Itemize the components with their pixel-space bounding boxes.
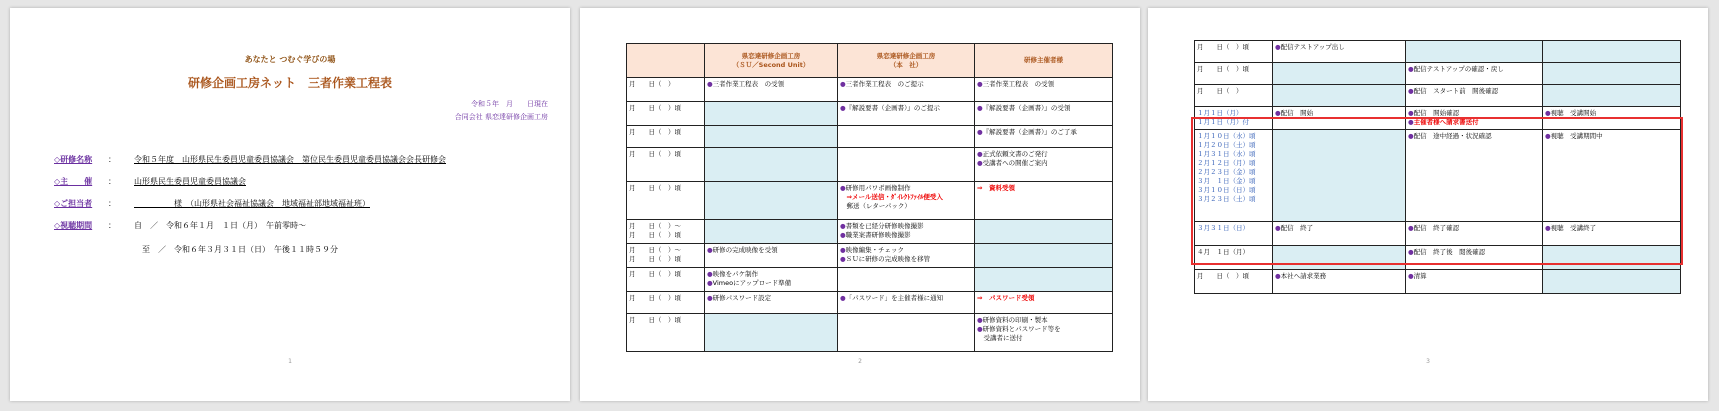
cell-headoffice: ●配信 途中経過・状況確認 [1406,130,1543,222]
info-value: 山形県民生委員児童委員協議会 [134,177,246,186]
info-value: 様 （山形県社会福祉協議会 地域福祉部地域福祉班） [134,199,370,208]
cell-headoffice: ●配信 終了後 閲後確認 [1406,246,1543,270]
row-date: 月 日（ ）頃 [627,292,705,314]
info-label: ◇ご担当者 [54,199,93,208]
cell-headoffice [1406,41,1543,63]
cell-organizer: ●研修資料の印刷・製本 ●研修資料とパスワード等を 受講者に送付 [975,314,1113,352]
cell-organizer [1543,85,1681,107]
table-row [627,244,1113,268]
company-name: 合同会社 県恋達研修企画工房 [454,113,548,121]
row-date: 月 日（ ）頃 [627,182,705,220]
info-value: 令和５年度 山形県民生委員児童委員協議会 第位民生委員児童委員協議会会長研修会 [134,155,446,164]
cell-su [705,220,838,244]
info-row-period: ◇視聴期間 ： 自 ／ 令和６年１月 １日（月） 午前零時～ [54,221,306,230]
cell-headoffice: ●『解説要書（企画書）』のご提示 [838,102,975,126]
info-value: 自 ／ 令和６年１月 １日（月） 午前零時～ [134,221,306,230]
table-row [627,78,1113,102]
page-1 [10,8,570,401]
header-su: 県恋達研修企画工房 （ＳＵ／Second Unit） [705,44,838,78]
cell-headoffice: ●配信 スタート前 開後確認 [1406,85,1543,107]
table-row [627,102,1113,126]
cell-organizer: ●正式依頼文書のご発行 ●受講者への開催ご案内 [975,148,1113,182]
row-date: 月 日（ ）頃 [1195,270,1273,294]
row-date: 月 日（ ）頃 [627,126,705,148]
info-label: ◇研修名称 [54,155,93,164]
table-row [627,268,1113,292]
row-date: 月 日（ ）頃 [1195,63,1273,85]
cell-organizer: ⇒ パスワード受領 [975,292,1113,314]
cell-organizer [975,244,1113,268]
cell-organizer: ●『解説要書（企画書）』の受領 [975,102,1113,126]
cell-organizer [975,220,1113,244]
table-row [627,126,1113,148]
delivery-period-highlight [1191,117,1683,265]
cell-su [705,314,838,352]
row-date: 月 日（ ）頃 [627,148,705,182]
cell-organizer [1543,41,1681,63]
row-date: 月 日（ ）頃 [627,314,705,352]
row-date: 月 日（ ）頃 [627,102,705,126]
info-row-contact: ◇ご担当者 ： 様 （山形県社会福祉協議会 地域福祉部地域福祉班） [54,199,370,208]
info-row-training-name: ◇研修名称 ： 令和５年度 山形県民生委員児童委員協議会 第位民生委員児童委員協議会会長研修会 [54,155,446,164]
row-date: 月 日（ ） [627,78,705,102]
cell-su: ●配信 開始 [1273,107,1406,130]
cell-su [705,126,838,148]
cell-organizer [1543,63,1681,85]
cell-su [1273,63,1406,85]
page-2 [580,8,1140,401]
cell-su: ●配信 終了 [1273,222,1406,246]
cell-su [705,102,838,126]
cell-su: ●配信テストアップ出し [1273,41,1406,63]
cell-su: ●映像をパケ制作 ●Vimeoにアップロード準備 [705,268,838,292]
row-date: 月 日（ ）頃 [1195,41,1273,63]
cell-headoffice: ●配信テストアップの確認・戻し [1406,63,1543,85]
cell-headoffice: ●三者作業工程表 のご提示 [838,78,975,102]
table-row [627,148,1113,182]
tagline: あなたと つむぐ学びの場 [244,55,336,64]
page-3 [1148,8,1708,401]
header-organizer: 研修主催者様 [975,44,1113,78]
cell-su: ●研修の完成映像を受領 [705,244,838,268]
page-number: 3 [1426,358,1430,365]
row-date: １月１０日（水）頃 １月２０日（土）頃 １月３１日（水）頃 ２月１２日（月）頃 ２月２３日（金）頃 ３月 １日（金）頃 ３月１０日（日）頃 ３月２３日（土）頃 [1195,130,1273,222]
header-headoffice: 県恋達研修企画工房 （本 社） [838,44,975,78]
table-row [627,182,1113,220]
cell-su [705,148,838,182]
row-date: 月 日（ ）～ 月 日（ ）頃 [627,220,705,244]
cell-su: ●本社へ請求業務 [1273,270,1406,294]
info-label: ◇主 催 [54,177,93,186]
table-row [627,314,1113,352]
page-number: 1 [288,358,292,365]
document-title: 研修企画工房ネット 三者作業工程表 [187,76,392,90]
cell-headoffice: ●研修用パワポ画像制作 ⇒メール送信・ﾀﾞｲﾚｸﾄﾌｧｲﾙ便受入 郵送（レターパック） [838,182,975,220]
row-date: 月 日（ ）～ 月 日（ ）頃 [627,244,705,268]
cell-su [705,182,838,220]
cell-headoffice: ●書類を已経分研修映像撮影 ●職業案書研修映像撮影 [838,220,975,244]
cell-su [1273,85,1406,107]
row-date: 月 日（ ） [1195,85,1273,107]
row-date: １月１日（月） １月１日（月）付 [1195,107,1273,130]
period-end: 至 ／ 令和６年３月３１日（日） 午後１１時５９分 [142,245,338,254]
info-row-organizer: ◇主 催 ： 山形県民生委員児童委員協議会 [54,177,246,186]
cell-organizer: ●視聴 受講終了 [1543,222,1681,246]
cell-headoffice [838,314,975,352]
cell-headoffice: ●清算 [1406,270,1543,294]
header-date [627,44,705,78]
row-date: 月 日（ ）頃 [627,268,705,292]
table-row [627,292,1113,314]
cell-headoffice: ●配信 開始確認 ●主催者様へ請求書送付 [1406,107,1543,130]
row-date: ４月 １日（月） [1195,246,1273,270]
date-line: 令和５年 月 日現在 [471,100,548,108]
table-row [1195,85,1681,107]
row-date: ３月３１日（日） [1195,222,1273,246]
cell-headoffice: ●「パスワード」を主催者様に通知 [838,292,975,314]
cell-headoffice [838,268,975,292]
cell-headoffice: ●映像編集・チェック ●ＳＵに研修の完成映像を移管 [838,244,975,268]
table-row [1195,63,1681,85]
cell-organizer [975,268,1113,292]
cell-headoffice [838,148,975,182]
info-label: ◇視聴期間 [54,221,93,230]
table-row [1195,41,1681,63]
cell-headoffice: ●配信 終了確認 [1406,222,1543,246]
cell-organizer: ●視聴 受講開始 [1543,107,1681,130]
cell-organizer: ⇒ 資料受領 [975,182,1113,220]
table-row [627,220,1113,244]
cell-organizer: ●視聴 受講期間中 [1543,130,1681,222]
page-number: 2 [858,358,862,365]
schedule-table [626,43,1113,352]
cell-su: ●研修パスワード設定 [705,292,838,314]
table-row [1195,270,1681,294]
cell-headoffice [838,126,975,148]
cell-organizer: ●『解説要書（企画書）』のご了承 [975,126,1113,148]
cell-su: ●三者作業工程表 の受領 [705,78,838,102]
cell-organizer: ●三者作業工程表 の受領 [975,78,1113,102]
cell-organizer [1543,270,1681,294]
